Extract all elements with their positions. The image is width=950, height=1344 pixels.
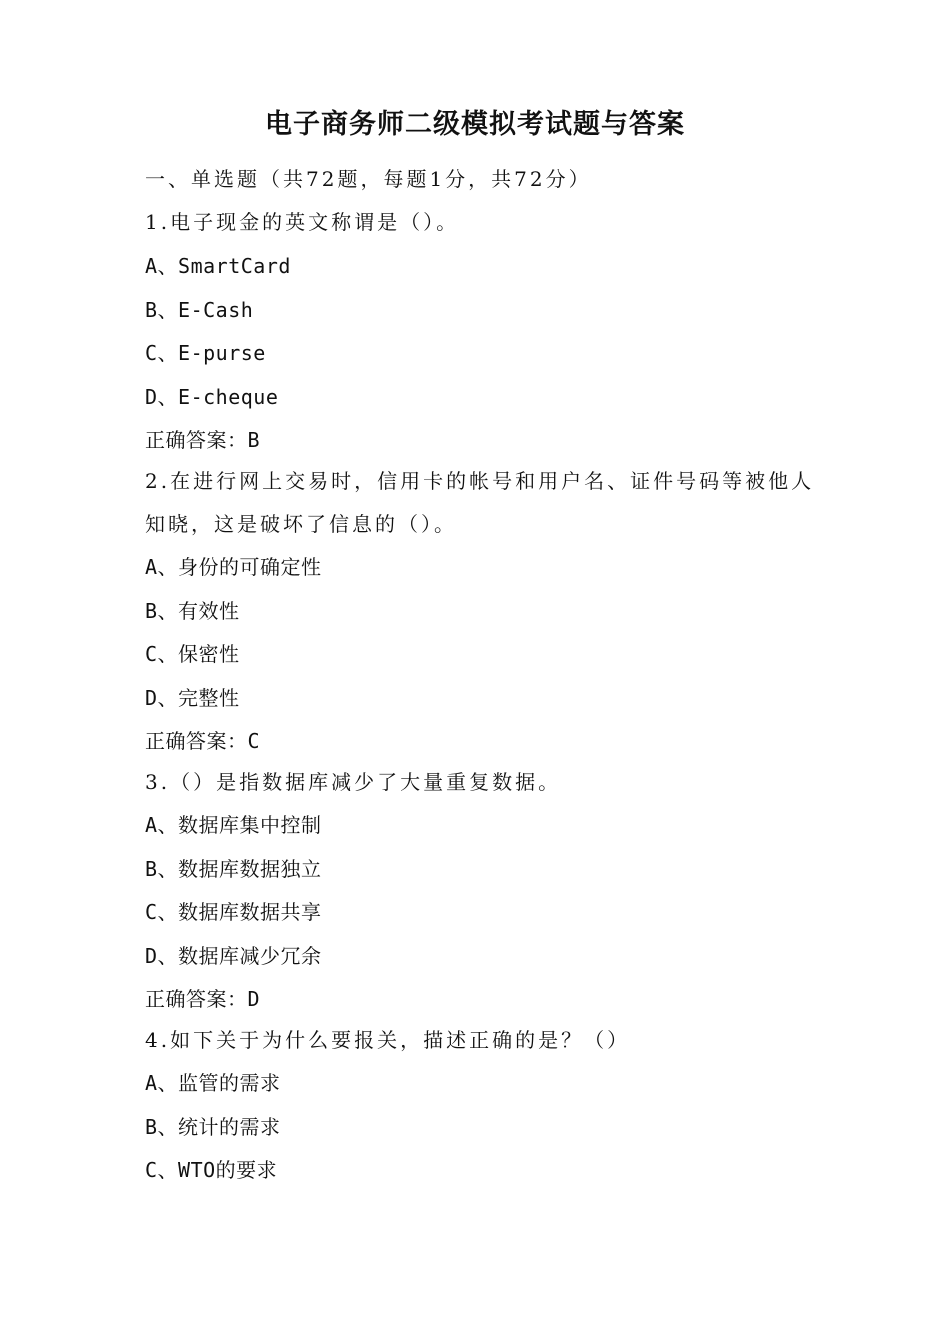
- document-title: 电子商务师二级模拟考试题与答案: [265, 109, 685, 140]
- question-4-option-b: B、统计的需求: [145, 1115, 281, 1139]
- question-1-option-b: B、E-Cash: [145, 298, 254, 322]
- question-2-stem-line-2: 知晓，这是破坏了信息的（）。: [145, 512, 457, 536]
- question-2-option-a: A、身份的可确定性: [145, 555, 322, 579]
- question-3-option-a: A、数据库集中控制: [145, 813, 322, 837]
- question-3-stem: 3.（）是指数据库减少了大量重复数据。: [145, 770, 562, 794]
- question-2-option-b: B、有效性: [145, 599, 240, 623]
- question-2-stem-line-1: 2.在进行网上交易时，信用卡的帐号和用户名、证件号码等被他人: [145, 469, 815, 493]
- question-3-answer: 正确答案：D: [145, 987, 261, 1011]
- question-4-stem: 4.如下关于为什么要报关，描述正确的是？（）: [145, 1028, 631, 1052]
- question-2-option-d: D、完整性: [145, 686, 240, 710]
- question-1-answer: 正确答案：B: [145, 428, 261, 452]
- question-1-option-d: D、E-cheque: [145, 385, 279, 409]
- question-1-option-a: A、SmartCard: [145, 254, 291, 278]
- question-4-option-c: C、WTO的要求: [145, 1158, 278, 1182]
- question-1-option-c: C、E-purse: [145, 341, 266, 365]
- question-3-option-d: D、数据库减少冗余: [145, 944, 322, 968]
- question-2-answer: 正确答案：C: [145, 729, 261, 753]
- question-3-option-b: B、数据库数据独立: [145, 857, 322, 881]
- question-1-stem: 1.电子现金的英文称谓是（）。: [145, 210, 460, 234]
- question-4-option-a: A、监管的需求: [145, 1071, 281, 1095]
- question-2-option-c: C、保密性: [145, 642, 240, 666]
- question-3-option-c: C、数据库数据共享: [145, 900, 322, 924]
- section-header: 一、单选题（共72题，每题1分，共72分）: [145, 167, 592, 191]
